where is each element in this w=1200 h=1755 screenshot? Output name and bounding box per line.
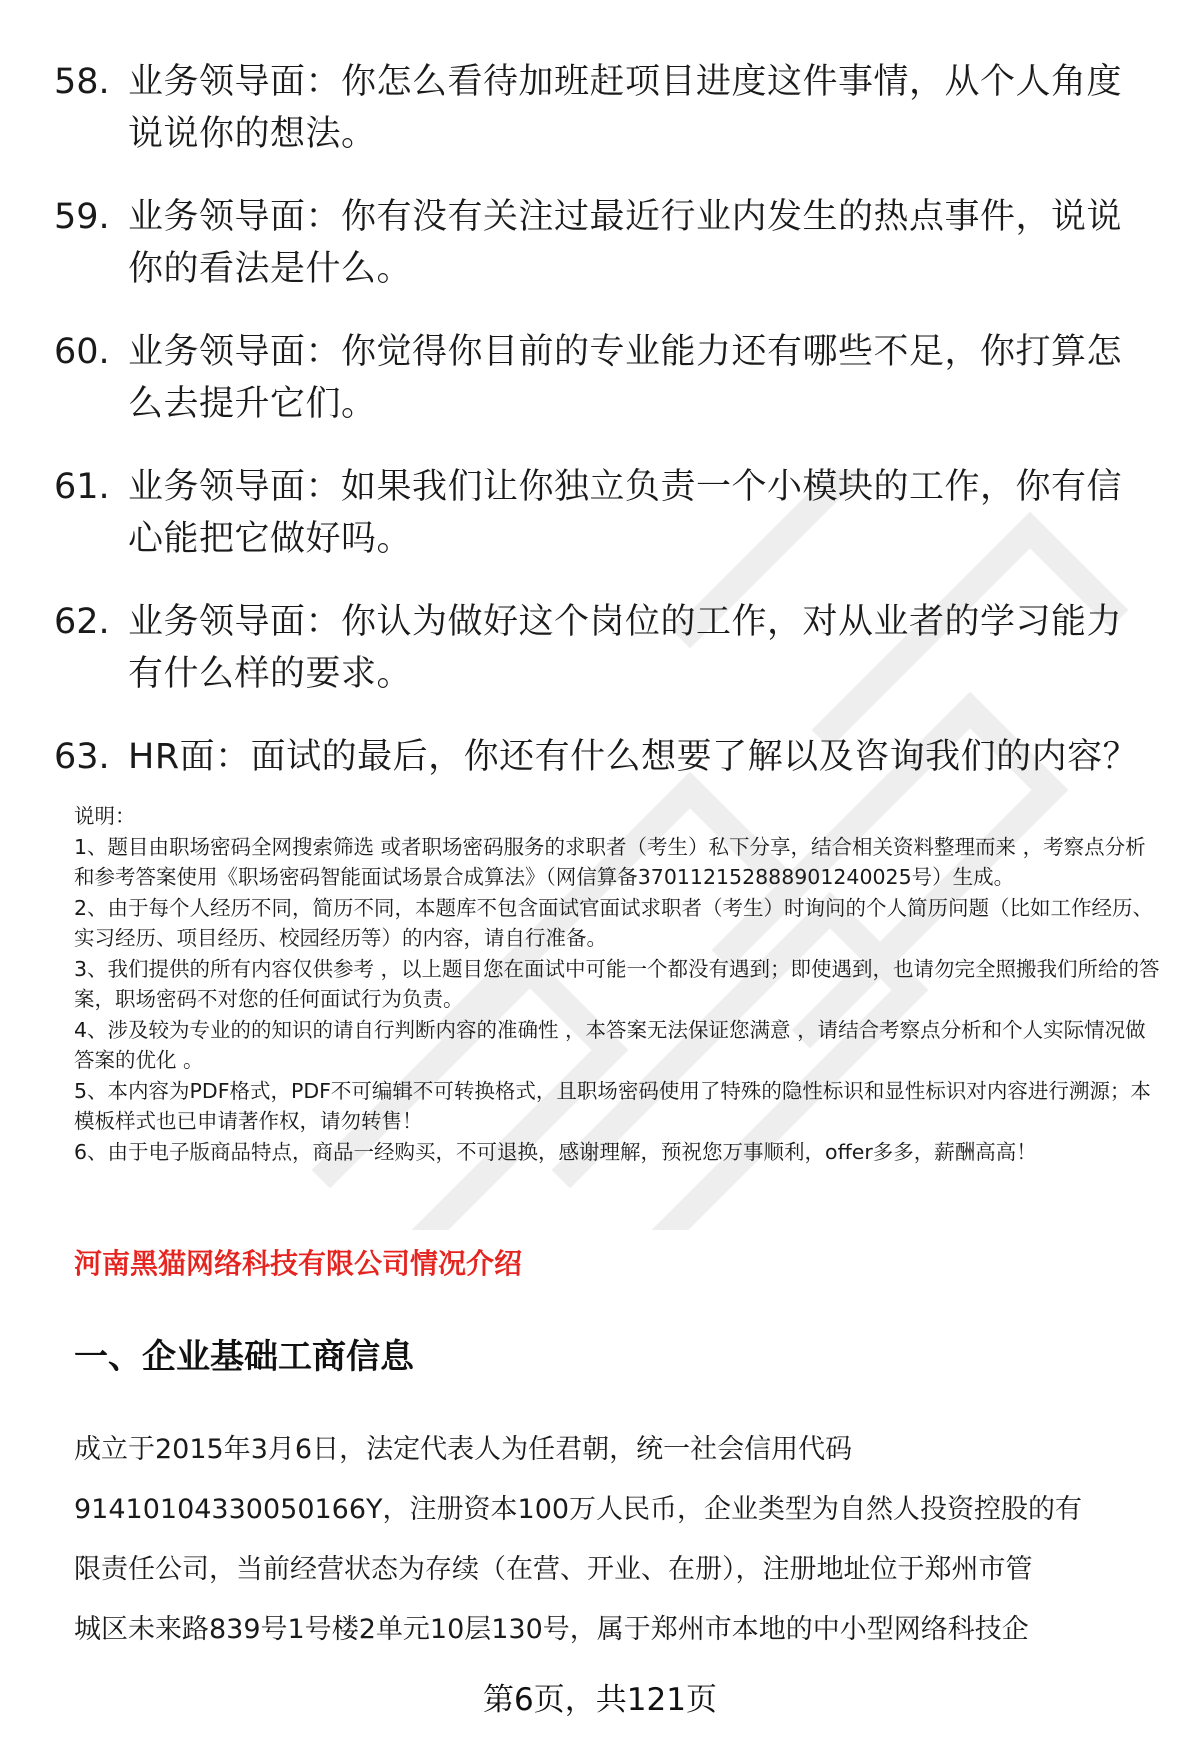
- note-item: 3、我们提供的所有内容仅供参考 ，以上题目您在面试中可能一个都没有遇到；即使遇到，也请勿完全照搬我们所给的答案，职场密码不对您的任何面试行为负责。: [74, 956, 1160, 1011]
- question-text: 业务领导面：如果我们让你独立负责一个小模块的工作，你有信心能把它做好吗。: [128, 467, 1123, 559]
- section-heading: 一、企业基础工商信息: [74, 1337, 414, 1377]
- question-number: 62.: [54, 602, 110, 642]
- question-list: [54, 56, 1154, 814]
- company-title: 河南黑猫网络科技有限公司情况介绍: [74, 1247, 523, 1280]
- note-item: 1、题目由职场密码全网搜索筛选 或者职场密码服务的求职者（考生）私下分享，结合相关资料整理而来 ，考察点分析和参考答案使用《职场密码智能面试场景合成算法》（网信算备370112152888901240025号）生成。: [74, 834, 1146, 889]
- note-item: 4、涉及较为专业的的知识的请自行判断内容的准确性 ，本答案无法保证您满意 ，请结合考察点分析和个人实际情况做答案的优化 。: [74, 1017, 1146, 1072]
- note-item: 6、由于电子版商品特点，商品一经购买，不可退换，感谢理解，预祝您万事顺利，offer多多，薪酬高高！: [74, 1139, 1037, 1164]
- body-line: 限责任公司，当前经营状态为存续（在营、开业、在册），注册地址位于郑州市管: [74, 1554, 1033, 1585]
- question-item: [54, 326, 1154, 430]
- question-item: [54, 731, 1154, 783]
- question-item: [54, 596, 1154, 700]
- question-number: 63.: [54, 737, 110, 777]
- question-text: 业务领导面：你觉得你目前的专业能力还有哪些不足，你打算怎么去提升它们。: [128, 332, 1123, 424]
- question-number: 60.: [54, 332, 110, 372]
- question-item: [54, 56, 1154, 160]
- question-item: [54, 191, 1154, 295]
- body-line: 城区未来路839号1号楼2单元10层130号，属于郑州市本地的中小型网络科技企: [74, 1614, 1029, 1645]
- question-text: 业务领导面：你有没有关注过最近行业内发生的热点事件，说说你的看法是什么。: [128, 197, 1123, 289]
- question-item: [54, 461, 1154, 565]
- notes-heading: 说明：: [74, 804, 136, 828]
- question-text: 业务领导面：你认为做好这个岗位的工作，对从业者的学习能力有什么样的要求。: [128, 602, 1123, 694]
- question-number: 59.: [54, 197, 110, 237]
- company-info-body: [74, 1420, 1164, 1660]
- body-line: 成立于2015年3月6日，法定代表人为任君朝，统一社会信用代码: [74, 1434, 853, 1465]
- note-item: 5、本内容为PDF格式，PDF不可编辑不可转换格式，且职场密码使用了特殊的隐性标识和显性标识对内容进行溯源；本模板样式也已申请著作权，请勿转售！: [74, 1078, 1151, 1133]
- note-item: 2、由于每个人经历不同，简历不同，本题库不包含面试官面试求职者（考生）时询问的个人简历问题（比如工作经历、实习经历、项目经历、校园经历等）的内容，请自行准备。: [74, 895, 1154, 950]
- question-text: 业务领导面：你怎么看待加班赶项目进度这件事情，从个人角度说说你的想法。: [128, 62, 1123, 154]
- body-line: 91410104330050166Y，注册资本100万人民币，企业类型为自然人投资控股的有: [74, 1494, 1083, 1525]
- question-number: 58.: [54, 62, 110, 102]
- page-footer: 第6页，共121页: [483, 1682, 717, 1718]
- question-number: 61.: [54, 467, 110, 507]
- question-text: HR面：面试的最后，你还有什么想要了解以及咨询我们的内容？: [128, 737, 1139, 777]
- notes-section: [74, 801, 1164, 1167]
